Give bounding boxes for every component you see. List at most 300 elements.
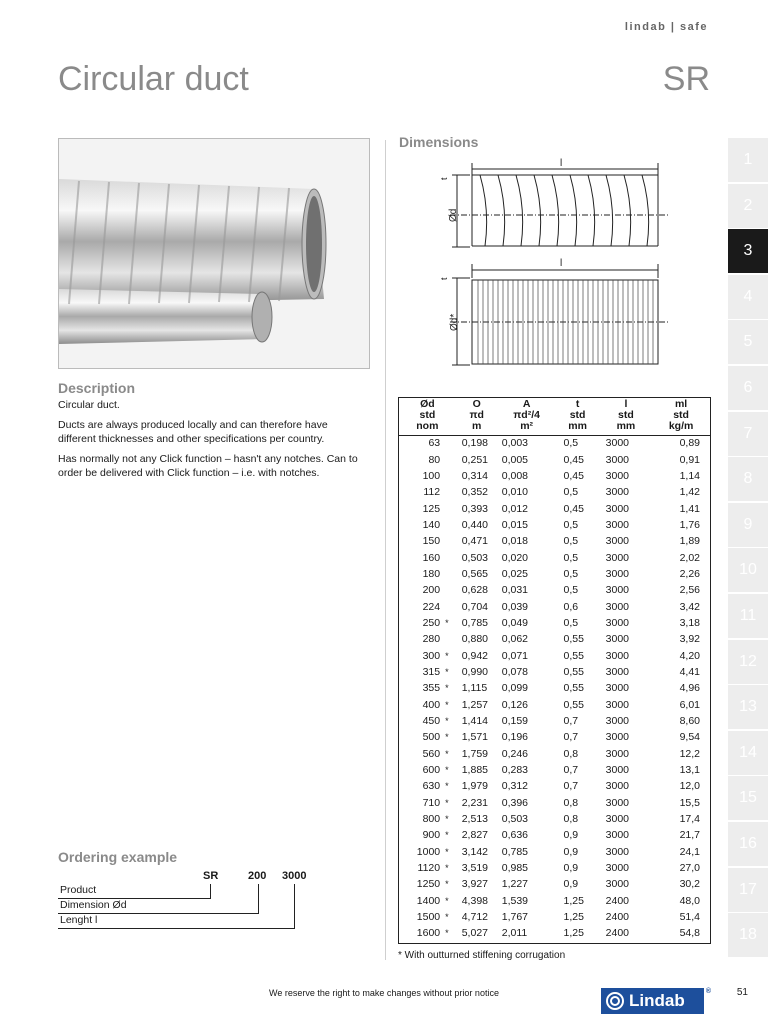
dim-label-t2: t [440, 277, 449, 280]
table-cell: 500 [422, 731, 441, 744]
table-cell: 1400 [416, 894, 441, 907]
table-row [399, 435, 710, 451]
table-cell: 280 [422, 633, 441, 646]
table-cell: 3,519 [461, 862, 488, 875]
table-cell: 3000 [605, 535, 629, 548]
table-cell: 4,96 [679, 682, 700, 695]
table-cell: 3000 [605, 567, 629, 580]
chapter-tab-7[interactable]: 7 [728, 412, 768, 456]
chapter-tab-14[interactable]: 14 [728, 731, 768, 775]
table-cell: 3000 [605, 845, 629, 858]
table-cell: 17,4 [679, 813, 700, 826]
table-cell: 1600 [416, 927, 441, 940]
table-cell: 630 [422, 780, 441, 793]
table-cell: 0,45 [563, 502, 584, 515]
table-cell: * [445, 797, 449, 808]
table-cell: 6,01 [679, 698, 700, 711]
chapter-tab-10[interactable]: 10 [728, 548, 768, 592]
table-cell: 0,393 [461, 502, 488, 515]
table-cell: 0,062 [501, 633, 529, 646]
table-cell: 9,54 [679, 731, 700, 744]
table-cell: 0,5 [563, 551, 579, 564]
description-paragraph: Circular duct. [58, 399, 120, 411]
table-cell: 8,60 [679, 715, 700, 728]
table-cell: 0,5 [563, 437, 579, 450]
table-cell: 0,503 [501, 813, 529, 826]
column-divider [385, 140, 386, 960]
table-row [399, 729, 710, 745]
table-cell: 0,352 [461, 486, 488, 499]
table-row [399, 615, 710, 631]
table-cell: 0,5 [563, 567, 579, 580]
table-cell: 0,283 [501, 764, 529, 777]
dim-label-l: l [560, 158, 563, 169]
table-cell: 0,5 [563, 616, 579, 629]
table-cell: 0,078 [501, 665, 529, 678]
table-cell: 0,7 [563, 731, 579, 744]
order-line [58, 898, 211, 899]
chapter-tab-1[interactable]: 1 [728, 138, 768, 182]
table-cell: 0,7 [563, 780, 579, 793]
table-cell: 300 [422, 649, 441, 662]
table-cell: * [445, 666, 449, 677]
table-cell: 0,880 [461, 633, 488, 646]
table-cell: 140 [422, 518, 441, 531]
table-cell: 0,55 [563, 633, 584, 646]
table-cell: 355 [422, 682, 441, 695]
table-cell [443, 484, 456, 500]
table-cell: 0,91 [679, 453, 700, 466]
table-cell [443, 517, 456, 533]
table-cell: 0,198 [461, 437, 488, 450]
table-cell: 1,759 [461, 747, 488, 760]
table-cell: 0,099 [501, 682, 529, 695]
table-cell: 180 [422, 567, 441, 580]
table-cell: 1,76 [679, 518, 700, 531]
table-cell: 0,7 [563, 764, 579, 777]
table-cell: 3000 [605, 486, 629, 499]
table-cell: 3000 [605, 551, 629, 564]
table-cell: 710 [422, 796, 441, 809]
chapter-tab-11[interactable]: 11 [728, 594, 768, 638]
dim-label-l2: l [560, 258, 563, 269]
table-cell: * [445, 683, 449, 694]
table-cell: 0,990 [461, 665, 488, 678]
order-line [210, 884, 211, 899]
table-cell: 1,42 [679, 486, 700, 499]
table-row [399, 664, 710, 680]
table-cell: 1250 [416, 878, 441, 891]
table-cell: 30,2 [679, 878, 700, 891]
table-cell: 0,785 [461, 616, 488, 629]
table-cell [443, 598, 456, 614]
table-cell: 1,414 [461, 715, 488, 728]
table-row [399, 795, 710, 811]
table-cell: 12,2 [679, 747, 700, 760]
table-cell: 15,5 [679, 796, 700, 809]
table-cell: 2,56 [679, 584, 700, 597]
table-cell: 3000 [605, 682, 629, 695]
chapter-tab-3[interactable]: 3 [728, 229, 768, 273]
table-cell: 2400 [605, 894, 629, 907]
table-cell: 1,25 [563, 894, 584, 907]
table-cell: 112 [423, 486, 441, 499]
table-cell: 4,398 [461, 894, 488, 907]
table-cell: * [445, 699, 449, 710]
table-cell: 0,55 [563, 698, 584, 711]
table-cell: 0,031 [501, 584, 529, 597]
table-cell: 27,0 [679, 862, 700, 875]
table-cell: 1,539 [501, 894, 529, 907]
table-cell: 3000 [605, 747, 629, 760]
table-cell: 1000 [416, 845, 441, 858]
table-row [399, 647, 710, 663]
table-cell [443, 582, 456, 598]
brand-tagline: lindab | safe [624, 21, 708, 33]
table-cell: 0,471 [461, 535, 488, 548]
table-cell: 2,231 [461, 796, 488, 809]
table-cell: 0,314 [461, 469, 488, 482]
table-cell: 3000 [605, 731, 629, 744]
table-cell: 0,246 [501, 747, 529, 760]
table-cell: 0,012 [501, 502, 529, 515]
table-row [399, 500, 710, 516]
table-cell: 3000 [605, 862, 629, 875]
table-cell: * [445, 748, 449, 759]
table-cell: 160 [422, 551, 441, 564]
table-cell: 2,827 [461, 829, 488, 842]
chapter-tab-6[interactable]: 6 [728, 366, 768, 410]
chapter-tab-17[interactable]: 17 [728, 868, 768, 912]
table-cell: 3,18 [679, 616, 700, 629]
table-cell: 3000 [605, 715, 629, 728]
chapter-tabs [728, 138, 768, 959]
chapter-tab-9[interactable]: 9 [728, 503, 768, 547]
table-cell: 3000 [605, 796, 629, 809]
table-cell: 0,55 [563, 682, 584, 695]
table-row [399, 582, 710, 598]
table-cell [443, 435, 456, 451]
table-cell: * [445, 830, 449, 841]
chapter-tab-16[interactable]: 16 [728, 822, 768, 866]
chapter-tab-12[interactable]: 12 [728, 640, 768, 684]
table-cell: 2,26 [679, 567, 700, 580]
table-cell: 0,55 [563, 649, 584, 662]
table-cell: 0,010 [501, 486, 529, 499]
order-line [58, 913, 259, 914]
table-cell: 2,513 [461, 813, 488, 826]
table-cell [443, 500, 456, 516]
chapter-tab-8[interactable]: 8 [728, 457, 768, 501]
col-header-d: Ød std nom [399, 398, 456, 435]
table-cell: 3000 [605, 502, 629, 515]
table-cell: 3000 [605, 453, 629, 466]
duct-photo [58, 138, 370, 369]
table-cell: 450 [422, 715, 441, 728]
table-cell: 125 [422, 502, 441, 515]
table-cell: 0,020 [501, 551, 529, 564]
table-cell: 3000 [605, 584, 629, 597]
table-row [399, 549, 710, 565]
table-cell: * [445, 716, 449, 727]
table-cell: 54,8 [679, 927, 700, 940]
table-cell: 3,92 [679, 633, 700, 646]
table-cell: 3000 [605, 649, 629, 662]
table-cell: 150 [422, 535, 441, 548]
table-header-row [399, 398, 710, 435]
table-row [399, 893, 710, 909]
table-cell: 400 [422, 698, 441, 711]
page-number: 51 [736, 987, 748, 998]
table-cell: 1,767 [501, 911, 529, 924]
table-cell: 4,20 [679, 649, 700, 662]
table-row [399, 778, 710, 794]
table-cell: 0,5 [563, 584, 579, 597]
table-cell: 0,025 [501, 567, 529, 580]
col-header-o: O πd m [456, 398, 498, 435]
table-cell: 0,565 [461, 567, 488, 580]
table-cell [443, 451, 456, 467]
table-cell: * [445, 879, 449, 890]
table-cell [443, 549, 456, 565]
order-line [294, 884, 295, 929]
col-header-l: l std mm [600, 398, 653, 435]
chapter-tab-13[interactable]: 13 [728, 685, 768, 729]
table-cell: 1,115 [461, 682, 488, 695]
table-cell: 4,712 [461, 911, 488, 924]
table-cell: 1500 [416, 911, 441, 924]
dimensions-heading: Dimensions [399, 134, 479, 150]
table-cell: 2400 [605, 927, 629, 940]
order-line [58, 928, 295, 929]
table-cell: 0,039 [501, 600, 529, 613]
table-cell: 0,312 [501, 780, 529, 793]
table-cell: 3000 [605, 600, 629, 613]
table-cell [443, 533, 456, 549]
logo-text: Lindab [629, 991, 685, 1010]
table-cell: * [445, 781, 449, 792]
table-cell: 63 [428, 437, 441, 450]
table-cell: 0,126 [501, 698, 529, 711]
table-cell: 0,005 [501, 453, 529, 466]
chapter-tab-4[interactable]: 4 [728, 275, 768, 319]
table-cell: 900 [422, 829, 441, 842]
table-cell: 0,89 [679, 437, 700, 450]
table-row [399, 827, 710, 843]
lindab-logo-icon [605, 991, 625, 1011]
table-cell: 0,071 [501, 649, 529, 662]
table-cell: 1120 [417, 862, 441, 875]
table-row [399, 713, 710, 729]
table-cell: 0,9 [563, 829, 579, 842]
dimension-drawing [440, 158, 675, 373]
table-cell: 0,8 [563, 747, 579, 760]
lindab-logo [601, 988, 711, 1014]
table-cell: 1,257 [461, 698, 488, 711]
table-cell: 0,6 [563, 600, 579, 613]
table-row [399, 909, 710, 925]
order-value-product: SR [203, 870, 219, 882]
chapter-tab-15[interactable]: 15 [728, 776, 768, 820]
table-cell: 0,196 [501, 731, 529, 744]
table-cell: 0,985 [501, 862, 529, 875]
table-row [399, 631, 710, 647]
table-cell: 5,027 [461, 927, 488, 940]
table-cell: * [445, 732, 449, 743]
table-row [399, 533, 710, 549]
col-header-ml: ml std kg/m [652, 398, 710, 435]
table-cell [443, 631, 456, 647]
table-cell: 0,003 [501, 437, 529, 450]
product-code: SR [662, 60, 710, 98]
order-label-product: Product [60, 884, 97, 896]
table-cell: 80 [428, 453, 441, 466]
table-cell: 2,02 [679, 551, 700, 564]
table-cell: 1,571 [461, 731, 488, 744]
table-row [399, 811, 710, 827]
table-cell: 3,142 [461, 845, 488, 858]
table-row [399, 762, 710, 778]
table-cell: 48,0 [679, 894, 700, 907]
table-cell: 560 [422, 747, 441, 760]
table-cell: 0,440 [461, 518, 488, 531]
description-text [58, 398, 368, 486]
table-cell: 0,45 [563, 469, 584, 482]
table-row [399, 598, 710, 614]
table-cell: 0,018 [501, 535, 529, 548]
table-cell: 3,42 [679, 600, 700, 613]
table-row [399, 925, 710, 941]
dim-label-d: Ød [448, 208, 459, 222]
table-row [399, 517, 710, 533]
table-cell: * [445, 765, 449, 776]
table-cell: 3000 [605, 633, 629, 646]
col-header-t: t std mm [556, 398, 600, 435]
order-value-dimension: 200 [248, 870, 267, 882]
table-cell: 1,227 [501, 878, 529, 891]
table-cell: 3000 [605, 698, 629, 711]
logo-registered: ® [705, 988, 711, 995]
table-row [399, 451, 710, 467]
table-cell: * [445, 846, 449, 857]
table-row [399, 566, 710, 582]
table-cell: 3000 [605, 878, 629, 891]
table-row [399, 697, 710, 713]
table-cell: 600 [422, 764, 441, 777]
chapter-tab-2[interactable]: 2 [728, 184, 768, 228]
table-cell: 2,011 [501, 927, 528, 940]
table-cell: 13,1 [679, 764, 700, 777]
table-cell: 0,396 [501, 796, 529, 809]
table-cell: * [445, 650, 449, 661]
description-paragraph: Has normally not any Click function – hasn't any notches. Can to order be delivered with Click function – i.e. with notches. [58, 453, 358, 479]
table-cell: 250 [422, 616, 441, 629]
table-cell: 3000 [605, 813, 629, 826]
table-cell: 0,8 [563, 796, 579, 809]
table-cell [443, 566, 456, 582]
table-cell: 0,251 [461, 453, 488, 466]
table-cell: 3000 [605, 829, 629, 842]
table-cell: 100 [422, 469, 441, 482]
table-cell: 0,704 [461, 600, 488, 613]
table-cell: 3,927 [461, 878, 488, 891]
table-cell: 51,4 [679, 911, 700, 924]
col-header-a: A πd²/4 m² [498, 398, 556, 435]
table-cell: * [445, 814, 449, 825]
table-row [399, 844, 710, 860]
dim-label-d-star: Ød* [449, 313, 460, 331]
table-cell: 0,45 [563, 453, 584, 466]
table-cell [443, 468, 456, 484]
table-cell: 3000 [605, 616, 629, 629]
table-cell: 3000 [605, 764, 629, 777]
table-cell: 0,628 [461, 584, 488, 597]
table-cell: 315 [422, 665, 441, 678]
table-row [399, 746, 710, 762]
table-cell: 1,885 [461, 764, 488, 777]
table-cell: 1,25 [563, 927, 584, 940]
table-cell: * [445, 895, 449, 906]
table-cell: 0,636 [501, 829, 529, 842]
table-cell: 0,159 [501, 715, 529, 728]
table-cell: 0,7 [563, 715, 579, 728]
table-cell: 0,785 [501, 845, 529, 858]
order-value-length: 3000 [282, 870, 307, 882]
table-cell: 3000 [605, 780, 629, 793]
table-cell: 0,5 [563, 518, 579, 531]
order-label-dimension: Dimension Ød [60, 899, 127, 911]
table-cell: 0,942 [461, 649, 488, 662]
order-label-length: Lenght l [60, 914, 98, 926]
table-cell: 0,8 [563, 813, 579, 826]
table-cell: 3000 [605, 469, 629, 482]
table-row [399, 484, 710, 500]
table-cell: 800 [422, 813, 441, 826]
description-heading: Description [58, 380, 136, 396]
table-cell: 24,1 [679, 845, 700, 858]
table-cell: 0,5 [563, 486, 579, 499]
table-cell: * [445, 863, 449, 874]
table-cell: 21,7 [679, 829, 700, 842]
ordering-heading: Ordering example [58, 849, 178, 865]
chapter-tab-18[interactable]: 18 [728, 913, 768, 957]
table-cell: * [445, 912, 449, 923]
page-title: Circular duct [58, 60, 249, 98]
footer-disclaimer: We reserve the right to make changes without prior notice [269, 988, 499, 998]
table-cell: 0,015 [501, 518, 529, 531]
table-cell: 1,41 [679, 502, 700, 515]
table-cell: 0,9 [563, 845, 579, 858]
table-cell: 2400 [605, 911, 629, 924]
table-cell: 224 [422, 600, 441, 613]
table-cell: 200 [422, 584, 441, 597]
table-cell: 3000 [605, 665, 629, 678]
table-cell: 4,41 [679, 665, 700, 678]
dim-label-t: t [440, 177, 449, 180]
table-row [399, 860, 710, 876]
table-cell: * [445, 928, 449, 939]
description-paragraph: Ducts are always produced locally and can therefore have different thicknesses and other specifications per country. [58, 419, 328, 445]
table-cell: 1,25 [563, 911, 584, 924]
chapter-tab-5[interactable]: 5 [728, 320, 768, 364]
table-cell: * [445, 617, 449, 628]
table-row [399, 468, 710, 484]
table-cell: 12,0 [679, 780, 700, 793]
dimension-table [398, 397, 711, 944]
table-row [399, 680, 710, 696]
table-cell: 0,008 [501, 469, 529, 482]
table-cell: 0,55 [563, 665, 584, 678]
